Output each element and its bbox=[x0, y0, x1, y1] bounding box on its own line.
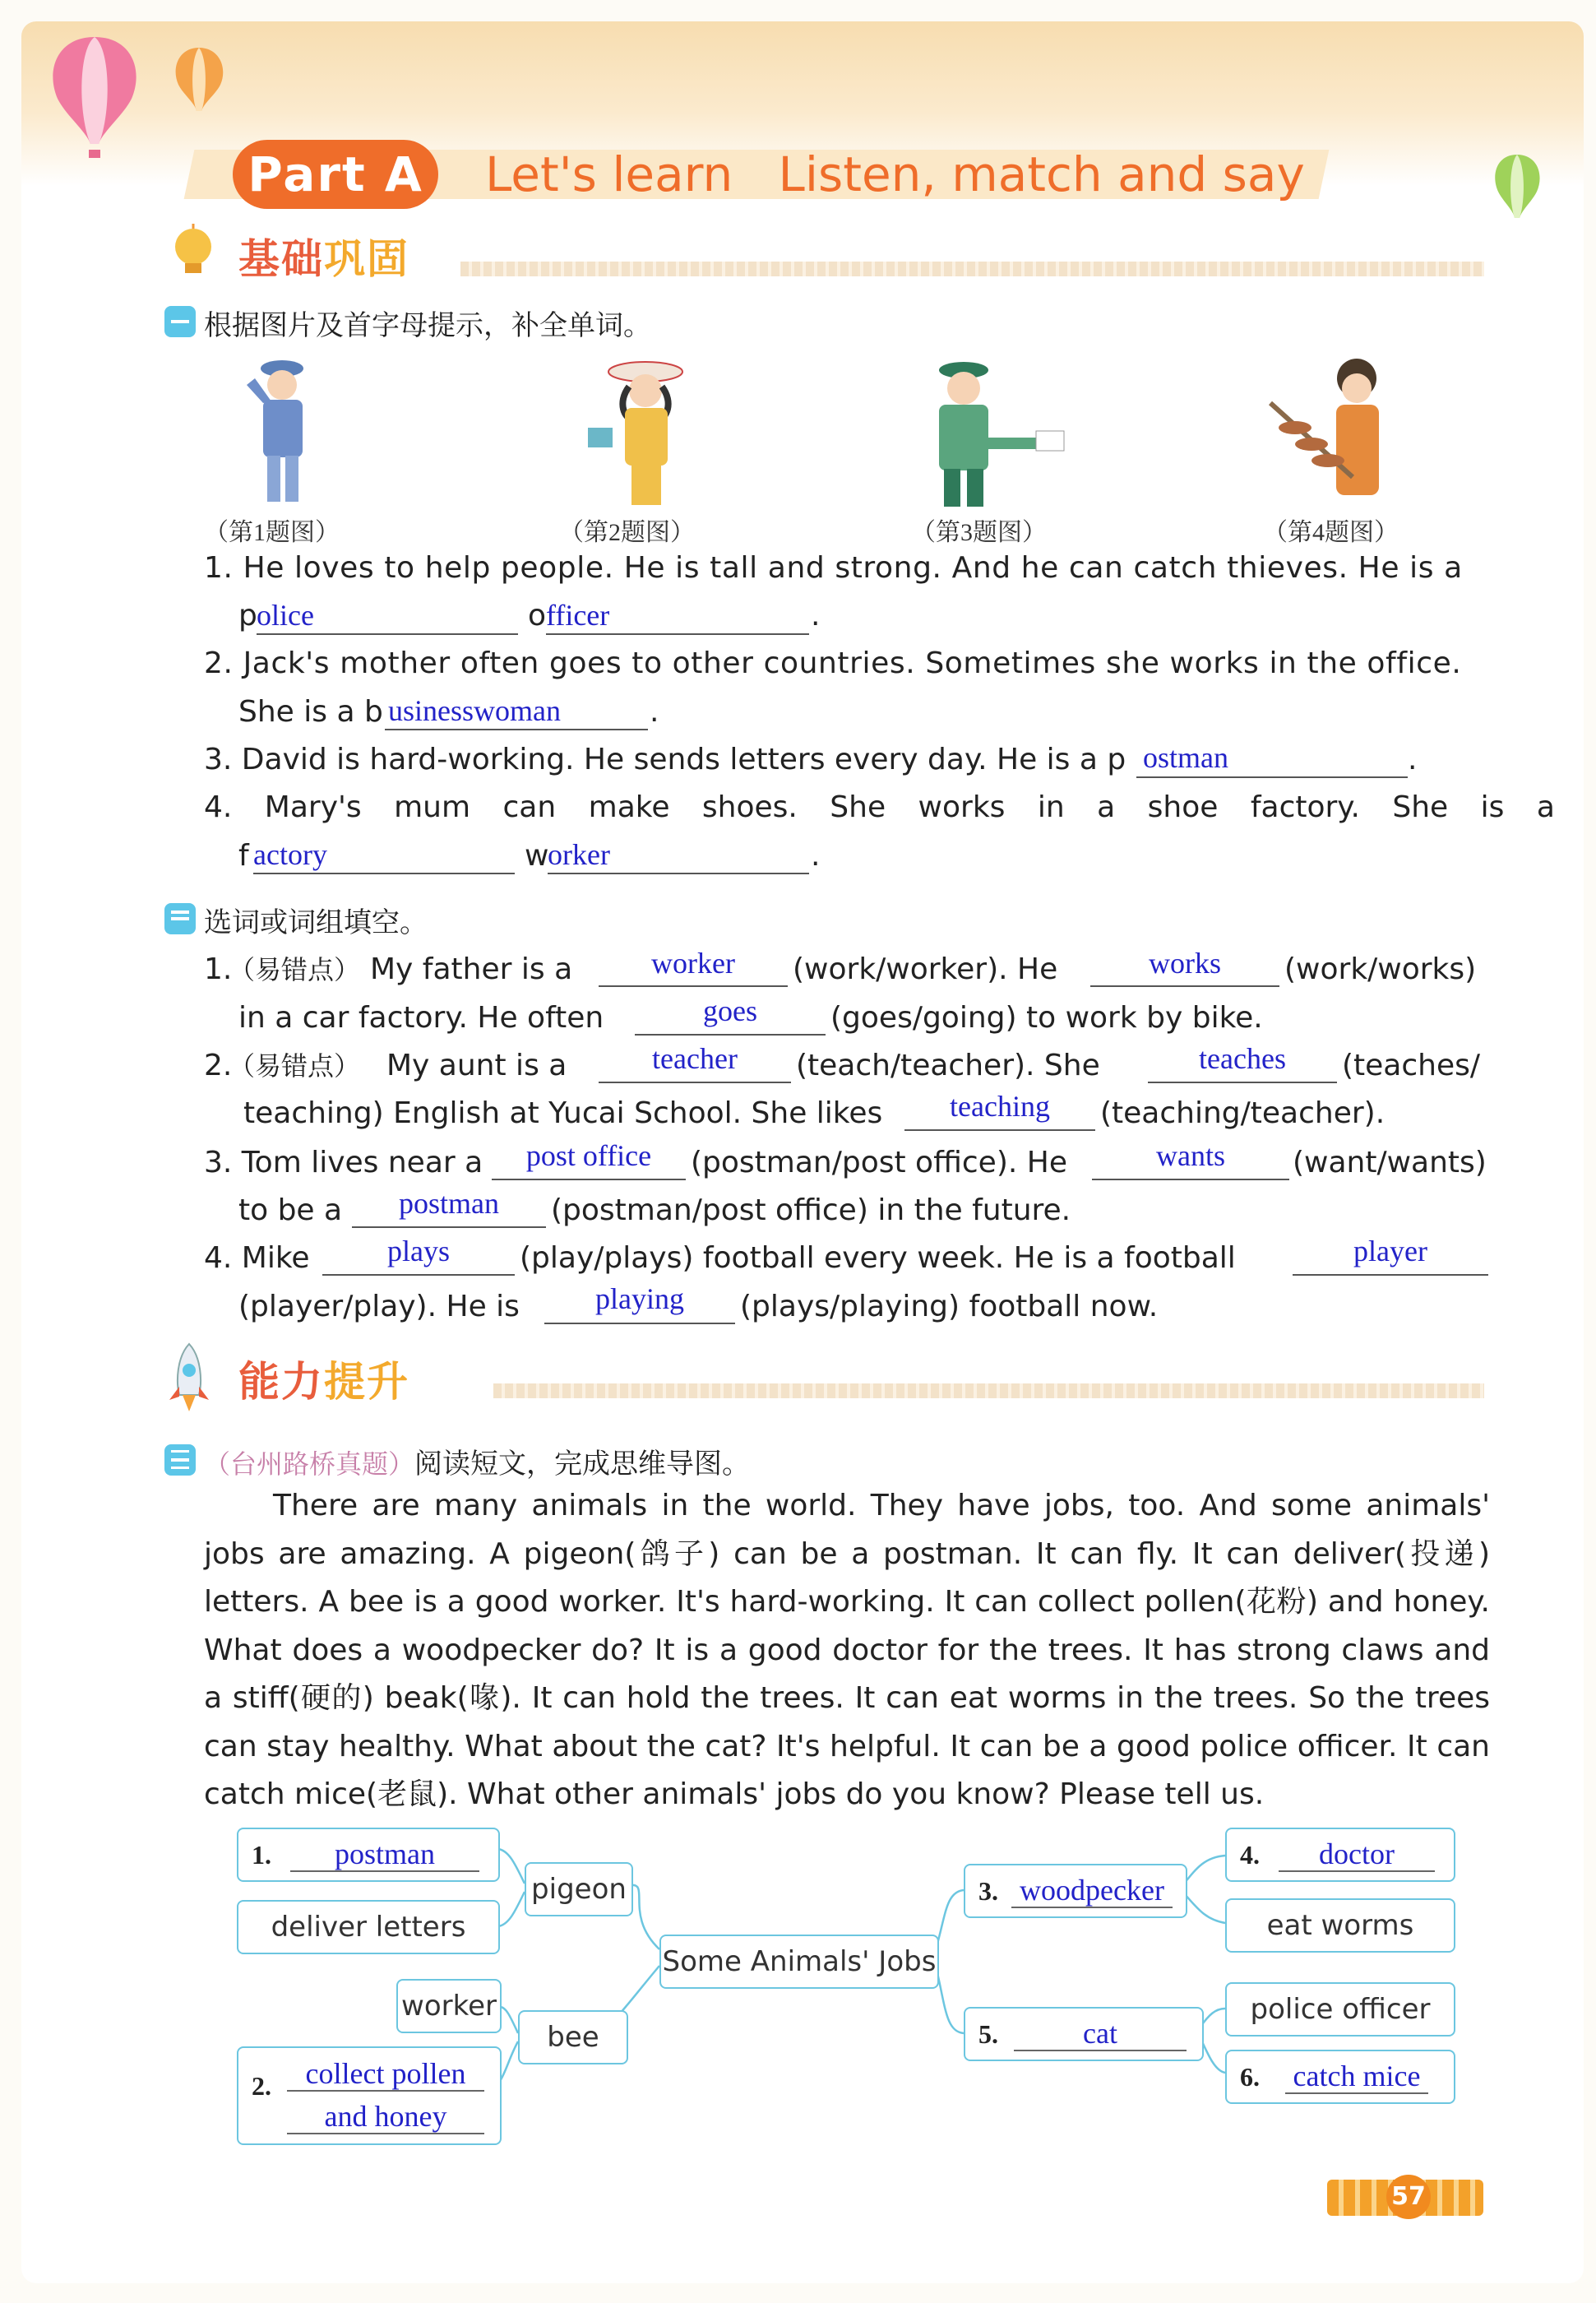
error-prone-tag: （易错点） bbox=[229, 1050, 361, 1082]
answer-text: actory bbox=[253, 838, 327, 871]
answer-number: 1. bbox=[252, 1839, 271, 1870]
answer-number: 3. bbox=[978, 1875, 998, 1906]
question-text: (teaches/ bbox=[1342, 1049, 1481, 1082]
answer-text: woodpecker bbox=[1011, 1874, 1173, 1908]
factory-worker-illustration bbox=[1262, 354, 1402, 510]
mind-map-label: deliver letters bbox=[271, 1911, 466, 1944]
answer-number: 6. bbox=[1240, 2061, 1260, 2092]
question-text: (teach/teacher). She bbox=[796, 1049, 1100, 1082]
businesswoman-illustration bbox=[567, 354, 707, 510]
balloon-icon bbox=[41, 33, 148, 164]
answer-text: olice bbox=[257, 599, 314, 632]
error-prone-tag: （易错点） bbox=[229, 954, 361, 985]
exercise-3-instruction-text: 阅读短文，完成思维导图。 bbox=[414, 1448, 751, 1480]
question-text: (postman/post office). He bbox=[691, 1146, 1067, 1179]
question-text: (goes/going) to work by bike. bbox=[830, 1001, 1263, 1035]
balloon-icon bbox=[1488, 152, 1546, 230]
answer-blank bbox=[322, 1274, 515, 1276]
answer-blank bbox=[548, 873, 809, 874]
answer-text: ostman bbox=[1143, 741, 1228, 774]
mind-map-label: eat worms bbox=[1266, 1909, 1414, 1942]
mind-map-node bbox=[518, 2010, 628, 2064]
question-text: 3. Tom lives near a bbox=[204, 1146, 483, 1179]
answer-text: fficer bbox=[546, 599, 610, 632]
question-text: to be a bbox=[238, 1193, 343, 1227]
answer-text: wants bbox=[1156, 1139, 1225, 1172]
question-text: (teaching/teacher). bbox=[1100, 1096, 1386, 1130]
question-letter: w bbox=[525, 839, 549, 873]
answer-number: 2. bbox=[252, 2071, 271, 2101]
reading-passage: There are many animals in the world. They have jobs, too. And some animals' jobs are amazing. A pigeon(鸽子) can be a postman. It can fly. It can deliver(投递) letters. A bee is a good worker. It's hard-working. It can collect pollen(花粉) and honey. What does a woodpecker do? It is a good doctor for the trees. It has strong claws and a stiff(硬的) beak(喙). It can hold the trees. It can eat worms in the trees. So the trees can stay healthy. What about the cat? It's helpful. It can be a good police officer. It can catch mice(老鼠). What other animals' jobs do you know? Please tell us. bbox=[204, 1489, 1490, 1811]
answer-blank bbox=[1136, 776, 1408, 778]
mind-map-label: pigeon bbox=[531, 1873, 627, 1906]
answer-text: worker bbox=[651, 947, 735, 980]
section-title-part: 基础 bbox=[238, 235, 324, 283]
answer-text: goes bbox=[703, 994, 757, 1027]
exercise-2-instruction: 选词或词组填空。 bbox=[204, 906, 428, 939]
exercise-3-instruction bbox=[204, 1441, 750, 1481]
answer-text: plays bbox=[387, 1235, 450, 1267]
answer-text: teacher bbox=[652, 1042, 738, 1075]
question-letter: f bbox=[238, 839, 249, 873]
answer-text: and honey bbox=[287, 2100, 484, 2134]
answer-blank bbox=[599, 1082, 791, 1083]
answer-blank bbox=[1148, 1082, 1337, 1083]
answer-blank bbox=[544, 1323, 735, 1324]
answer-blank bbox=[1092, 1179, 1289, 1180]
exercise-badge-3 bbox=[164, 1444, 196, 1476]
mind-map-answer-5 bbox=[964, 2007, 1204, 2061]
lightbulb-icon bbox=[164, 222, 222, 280]
question-text: (work/worker). He bbox=[793, 952, 1058, 986]
answer-text: player bbox=[1353, 1235, 1427, 1267]
balloon-icon bbox=[169, 45, 230, 123]
section-title-part: 能力 bbox=[238, 1358, 324, 1406]
answer-text: collect pollen bbox=[287, 2057, 484, 2092]
question-period: . bbox=[811, 839, 821, 873]
section-title-part: 提升 bbox=[324, 1358, 409, 1406]
question-text: (player/play). He is bbox=[238, 1290, 520, 1323]
mind-map-answer-3 bbox=[964, 1864, 1187, 1918]
answer-number: 4. bbox=[1240, 1839, 1260, 1870]
answer-text: usinesswoman bbox=[388, 694, 561, 727]
mind-map-center bbox=[659, 1935, 939, 1989]
mind-map-label: worker bbox=[401, 1990, 497, 2023]
mind-map-answer-6 bbox=[1225, 2050, 1455, 2104]
section-title-basic bbox=[238, 226, 409, 285]
mind-map-answer-4 bbox=[1225, 1828, 1455, 1882]
mind-map-answer-2 bbox=[237, 2046, 502, 2145]
mind-map-node bbox=[396, 1979, 502, 2033]
question-number: 1. bbox=[204, 952, 233, 986]
question-number: 2. bbox=[204, 1049, 233, 1082]
question-period: . bbox=[650, 695, 659, 729]
page-title: Let's learn Listen, match and say bbox=[485, 146, 1305, 202]
exercise-badge-1 bbox=[164, 306, 196, 337]
answer-number: 5. bbox=[978, 2018, 998, 2049]
answer-blank bbox=[546, 633, 809, 635]
question-text: My father is a bbox=[370, 952, 573, 986]
question-text: (want/wants) bbox=[1293, 1146, 1487, 1179]
question-text: 1. He loves to help people. He is tall and strong. And he can catch thieves. He is a bbox=[204, 551, 1463, 585]
mind-map-node bbox=[1225, 1982, 1455, 2037]
answer-text: post office bbox=[525, 1139, 652, 1172]
mind-map-node bbox=[1225, 1898, 1455, 1953]
figure-caption: （第1题图） bbox=[204, 519, 340, 546]
mind-map-answer-1 bbox=[237, 1828, 500, 1882]
exam-source: （台州路桥真题） bbox=[204, 1448, 415, 1480]
question-text: My aunt is a bbox=[386, 1049, 567, 1082]
answer-blank bbox=[352, 1226, 546, 1228]
answer-blank bbox=[1293, 1274, 1488, 1276]
answer-text: teaching bbox=[950, 1090, 1050, 1123]
answer-text: works bbox=[1149, 947, 1221, 980]
page-number: 57 bbox=[1386, 2175, 1431, 2219]
mind-map-node bbox=[525, 1862, 633, 1916]
question-text: (postman/post office) in the future. bbox=[551, 1193, 1071, 1227]
question-text: 4. Mary's mum can make shoes. She works in a shoe factory. She is a bbox=[204, 790, 1555, 824]
page-number-badge bbox=[1327, 2180, 1483, 2216]
question-period: . bbox=[811, 599, 821, 633]
question-text: (play/plays) football every week. He is a football bbox=[520, 1241, 1236, 1275]
answer-blank bbox=[1090, 985, 1279, 987]
question-letter: p bbox=[238, 599, 257, 633]
figure-caption: （第3题图） bbox=[911, 519, 1047, 546]
answer-text: postman bbox=[290, 1837, 479, 1872]
rocket-icon bbox=[164, 1341, 214, 1415]
postman-illustration bbox=[904, 355, 1069, 512]
answer-text: orker bbox=[548, 838, 610, 871]
mind-map-node bbox=[237, 1900, 500, 1954]
exercise-badge-2 bbox=[164, 903, 196, 934]
answer-blank bbox=[253, 873, 515, 874]
exercise-1-instruction: 根据图片及首字母提示，补全单词。 bbox=[204, 309, 651, 342]
answer-blank bbox=[492, 1179, 686, 1180]
answer-blank bbox=[599, 985, 788, 987]
section-title-advanced bbox=[238, 1349, 409, 1408]
part-label: Part A bbox=[233, 140, 438, 209]
question-text: 2. Jack's mother often goes to other countries. Sometimes she works in the office. bbox=[204, 646, 1462, 680]
mind-map-label: police officer bbox=[1250, 1993, 1431, 2026]
mind-map-label: bee bbox=[547, 2021, 599, 2054]
police-officer-illustration bbox=[234, 352, 325, 508]
section-divider bbox=[493, 1383, 1484, 1398]
question-text: (plays/playing) football now. bbox=[740, 1290, 1159, 1323]
answer-text: playing bbox=[595, 1282, 684, 1315]
answer-blank bbox=[257, 633, 518, 635]
answer-blank bbox=[904, 1129, 1095, 1131]
answer-blank bbox=[635, 1034, 826, 1036]
answer-text: catch mice bbox=[1285, 2060, 1429, 2094]
question-letter: o bbox=[528, 599, 547, 633]
mind-map-center-label: Some Animals' Jobs bbox=[662, 1945, 937, 1978]
section-title-part: 巩固 bbox=[324, 235, 409, 283]
figure-caption: （第4题图） bbox=[1263, 519, 1399, 546]
section-divider bbox=[460, 262, 1484, 276]
answer-text: cat bbox=[1014, 2017, 1187, 2051]
question-text: in a car factory. He often bbox=[238, 1001, 604, 1035]
question-text: 4. Mike bbox=[204, 1241, 310, 1275]
question-period: . bbox=[1408, 743, 1418, 776]
question-text: 3. David is hard-working. He sends letters every day. He is a p bbox=[204, 743, 1126, 776]
question-text: (work/works) bbox=[1284, 952, 1477, 986]
question-text: teaching) English at Yucai School. She likes bbox=[243, 1096, 883, 1130]
answer-text: postman bbox=[399, 1187, 499, 1220]
question-text: She is a b bbox=[238, 695, 383, 729]
answer-blank bbox=[385, 729, 648, 730]
figure-caption: （第2题图） bbox=[559, 519, 695, 546]
answer-text: teaches bbox=[1199, 1042, 1286, 1075]
answer-text: doctor bbox=[1279, 1837, 1435, 1872]
